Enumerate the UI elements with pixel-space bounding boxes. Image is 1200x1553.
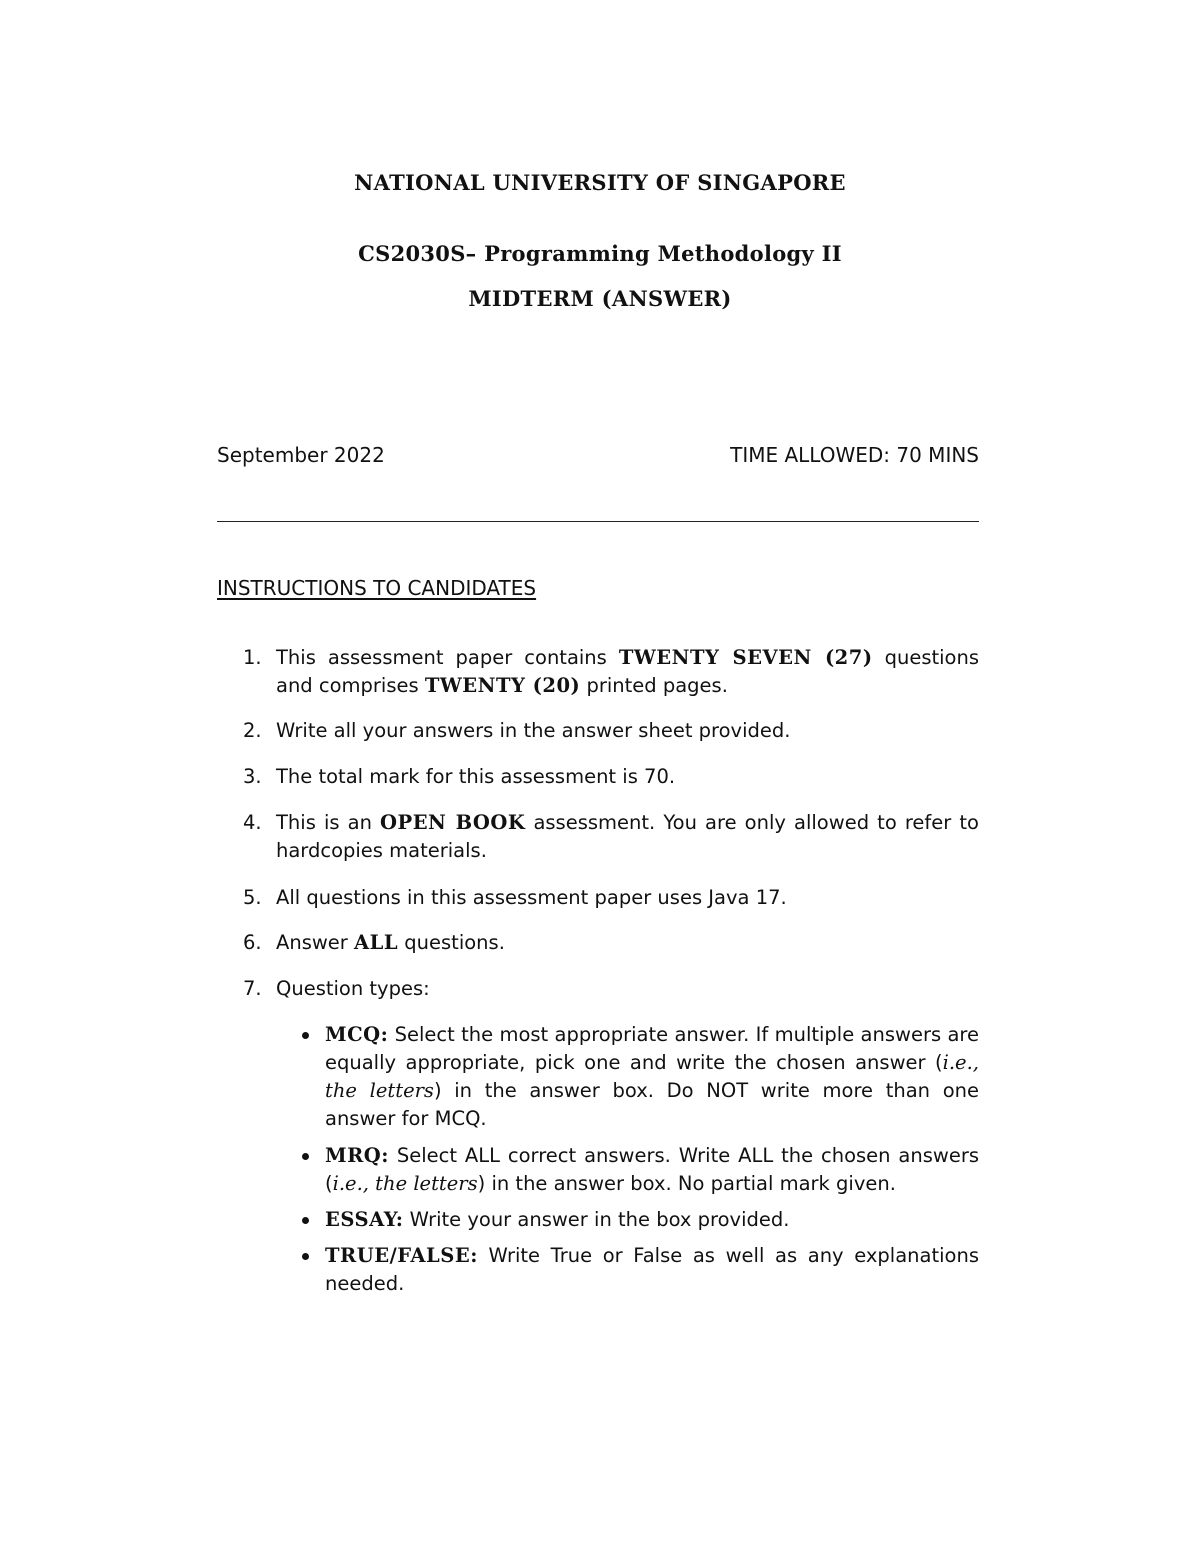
- university-title: NATIONAL UNIVERSITY OF SINGAPORE: [354, 170, 846, 195]
- item-number: 6.: [243, 931, 262, 954]
- question-type-text: [325, 1242, 979, 1298]
- exam-date: September 2022: [217, 443, 385, 467]
- instruction-item: [243, 929, 979, 957]
- instruction-item: [243, 717, 979, 745]
- item-number: 3.: [243, 765, 262, 788]
- item-number: 5.: [243, 886, 262, 909]
- item-text: [276, 644, 979, 700]
- question-type-text: [325, 1206, 979, 1234]
- instruction-item: [243, 884, 979, 912]
- item-text-bold: OPEN BOOK: [380, 811, 526, 834]
- question-type-label: TRUE/FALSE:: [325, 1244, 478, 1267]
- question-type-label: MRQ:: [325, 1144, 389, 1167]
- question-type-part: Write True or False as well as any explanations needed.: [325, 1244, 979, 1295]
- item-text: The total mark for this assessment is 70.: [276, 765, 676, 788]
- item-text-part: questions and comprises: [276, 646, 979, 697]
- instruction-item: [243, 809, 979, 865]
- question-type-essay: [302, 1206, 979, 1234]
- instruction-item: [243, 975, 979, 1003]
- bullet-dot: [302, 1217, 309, 1224]
- question-type-italic: i.e., the letters: [325, 1051, 979, 1102]
- question-type-label: ESSAY:: [325, 1208, 404, 1231]
- item-text: All questions in this assessment paper uses Java 17.: [276, 886, 787, 909]
- question-type-mrq: [302, 1142, 979, 1198]
- item-text-bold: TWENTY (20): [424, 674, 581, 697]
- item-text: Write all your answers in the answer sheet provided.: [276, 719, 791, 742]
- bullet-dot: [302, 1253, 309, 1260]
- item-text-bold: TWENTY SEVEN (27): [618, 646, 873, 669]
- horizontal-divider: [217, 521, 979, 522]
- item-number: 2.: [243, 719, 262, 742]
- instruction-item: [243, 644, 979, 700]
- question-type-text: [325, 1021, 979, 1133]
- question-type-part: Write your answer in the box provided.: [403, 1208, 790, 1231]
- item-text-part: This is an: [276, 811, 381, 834]
- item-text-part: printed pages.: [580, 674, 728, 697]
- question-type-label: MCQ:: [325, 1023, 389, 1046]
- item-number: 1.: [243, 646, 262, 669]
- item-text-bold: ALL: [354, 931, 399, 954]
- question-type-part: ) in the answer box. Do NOT write more than one answer for MCQ.: [325, 1079, 980, 1130]
- question-type-italic: i.e., the letters: [332, 1172, 478, 1195]
- item-text-part: Answer: [276, 931, 355, 954]
- question-type-part: Select ALL correct answers. Write ALL the chosen answers (: [325, 1144, 979, 1195]
- item-text: [276, 809, 979, 865]
- bullet-dot: [302, 1032, 309, 1039]
- course-title: CS2030S– Programming Methodology II: [358, 241, 842, 266]
- item-number: 7.: [243, 977, 262, 1000]
- question-type-text: [325, 1142, 979, 1198]
- item-text-part: This assessment paper contains: [276, 646, 619, 669]
- item-text-part: questions.: [398, 931, 505, 954]
- question-type-true-false: [302, 1242, 979, 1298]
- instructions-heading: INSTRUCTIONS TO CANDIDATES: [217, 576, 537, 600]
- question-type-mcq: [302, 1021, 979, 1133]
- instruction-item: [243, 763, 979, 791]
- item-text: Question types:: [276, 977, 430, 1000]
- item-text: [276, 929, 979, 957]
- bullet-dot: [302, 1153, 309, 1160]
- question-type-part: ) in the answer box. No partial mark given.: [477, 1172, 896, 1195]
- item-number: 4.: [243, 811, 262, 834]
- exam-title: MIDTERM (ANSWER): [468, 286, 732, 311]
- time-allowed: TIME ALLOWED: 70 MINS: [730, 443, 979, 467]
- question-type-part: Select the most appropriate answer. If multiple answers are equally appropriate, pick one and write the chosen answer (: [325, 1023, 979, 1074]
- item-text-part: assessment. You are only allowed to refer to hardcopies materials.: [276, 811, 979, 862]
